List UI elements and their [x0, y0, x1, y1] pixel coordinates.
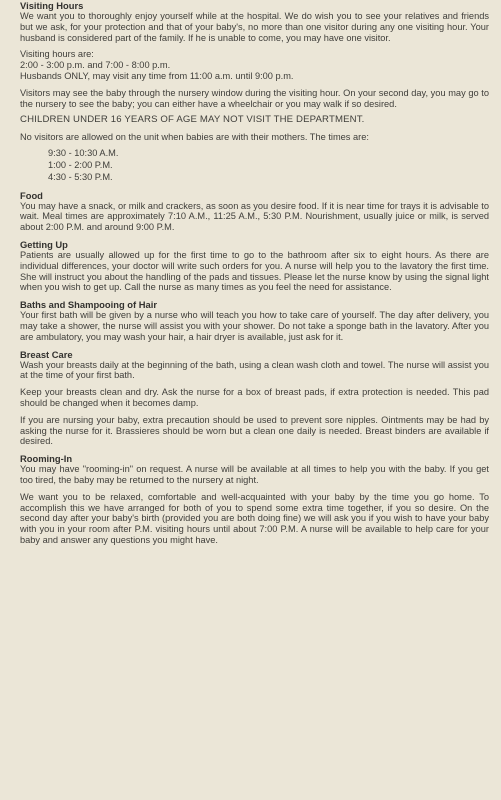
- husbands-hours-line: Husbands ONLY, may visit any time from 11:00 a.m. until 9:00 p.m.: [20, 70, 294, 81]
- breast-care-text-3: If you are nursing your baby, extra precaution should be used to prevent sore nipples. Ointments may be had by asking the nurse for it. Brassieres should be worn but a clean one daily is needed. Breast binders are available if desired.: [20, 414, 489, 447]
- rooming-in-text-2: We want you to be relaxed, comfortable and well-acquainted with your baby by the time you go home. To accomplish this we have arranged for both of you to spend some extra time together, if you so desire. On the second day after your baby's birth (provided you are both doing fine) we will ask you if you wish to have your baby with you in your room after P.M. visiting hours until about 7:00 P.M. A nurse will be available to help care for your baby and answer any questions you might have.: [20, 491, 489, 545]
- food-heading: Food: [20, 189, 43, 201]
- rooming-in-section: [20, 453, 489, 546]
- baths-section: [20, 299, 489, 342]
- baths-text: Your first bath will be given by a nurse who will teach you how to take care of yourself. The day after delivery, you may take a shower, the nurse will assist you with your shower. Do not take a sponge bath in the lavatory. After you are ambulatory, you may wash your hair, a hair dryer is available, just ask for it.: [20, 310, 489, 342]
- children-restriction-notice: CHILDREN UNDER 16 YEARS OF AGE MAY NOT VISIT THE DEPARTMENT.: [20, 114, 365, 126]
- baths-heading: Baths and Shampooing of Hair: [20, 299, 157, 311]
- mother-baby-times-list: [48, 147, 489, 184]
- food-text: You may have a snack, or milk and crackers, as soon as you desire food. If it is near time for trays it is advisable to wait. Meal times are approximately 7:10 A.M., 11:25 A.M., 5:30 P.M. Nourishment, usually juice or milk, is served about 2:00 P.M. and around 9:00 P.M.: [20, 200, 489, 233]
- no-visitors-text: No visitors are allowed on the unit when babies are with their mothers. The times are:: [20, 132, 369, 143]
- breast-care-section: [20, 349, 489, 448]
- breast-care-text-1: Wash your breasts daily at the beginning of the bath, using a clean wash cloth and towel. The nurse will assist you at the time of your first bath.: [20, 359, 489, 381]
- breast-care-heading: Breast Care: [20, 348, 73, 360]
- nursery-visit-text: Visitors may see the baby through the nursery window during the visiting hour. On your second day, you may go to the nursery to see the baby; you can either have a wheelchair or you may walk if so desired.: [20, 87, 489, 109]
- food-section: [20, 190, 489, 233]
- mother-baby-time: 9:30 - 10:30 A.M.: [48, 147, 119, 158]
- rooming-in-heading: Rooming-In: [20, 453, 73, 465]
- visiting-hours-section: [20, 0, 489, 184]
- breast-care-text-2: Keep your breasts clean and dry. Ask the nurse for a box of breast pads, if extra protection is needed. This pad should be changed when it becomes damp.: [20, 387, 489, 408]
- getting-up-section: [20, 239, 489, 293]
- getting-up-text: Patients are usually allowed up for the first time to go to the bathroom after six to eight hours. As there are individual differences, your doctor will write such orders for you. A nurse will help you to the lavatory the first time. She will instruct you about the handling of the pads and tissues. Please let the nurse know by using the signal light when you wish to get up. Call the nurse as many times as you feel the need for assistance.: [20, 249, 489, 293]
- mother-baby-time: 1:00 - 2:00 P.M.: [48, 160, 113, 171]
- visiting-hours-times: 2:00 - 3:00 p.m. and 7:00 - 8:00 p.m.: [20, 60, 171, 71]
- mother-baby-time: 4:30 - 5:30 P.M.: [48, 172, 113, 183]
- visiting-hours-list: [20, 49, 489, 81]
- getting-up-heading: Getting Up: [20, 238, 68, 250]
- visiting-intro-text: We want you to thoroughly enjoy yourself while at the hospital. We do wish you to see your relatives and friends but we ask, for your protection and that of your baby's, no more than one visitor during any one visiting hour. Your husband is considered part of the family. If he is unable to come, you may have one visitor.: [20, 11, 489, 43]
- rooming-in-text-1: You may have "rooming-in" on request. A nurse will be available at all times to help you with the baby. If you get too tired, the baby may be returned to the nursery at night.: [20, 464, 489, 485]
- visiting-hours-heading: Visiting Hours: [20, 0, 84, 11]
- visiting-hours-label: Visiting hours are:: [20, 49, 94, 60]
